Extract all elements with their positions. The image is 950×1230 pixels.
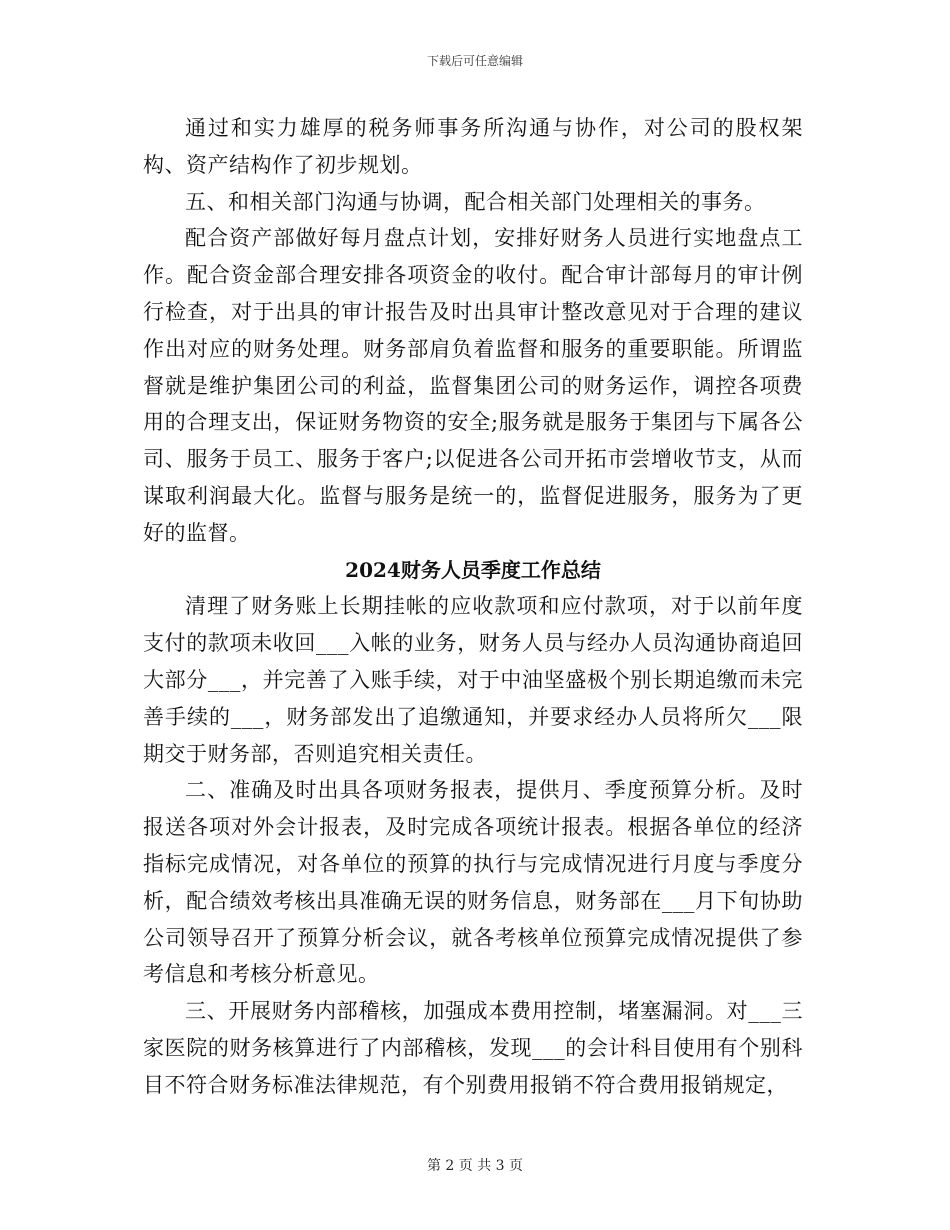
- document-body: [143, 110, 803, 1104]
- paragraph-cleanup-accounts: 清理了财务账上长期挂帐的应收款项和应付款项，对于以前年度支付的款项未收回___入帐的业务，财务人员与经办人员沟通协商追回大部分___，并完善了入账手续，对于中油坚盛极个别长期追缴而未完善手续的___，财务部发出了追缴通知，并要求经办人员将所欠___限期交于财务部，否则追究相关责任。: [143, 594, 803, 766]
- paragraph-point-three: 三、开展财务内部稽核，加强成本费用控制，堵塞漏洞。对___三家医院的财务核算进行了内部稽核，发现___的会计科目使用有个别科目不符合财务标准法律规范，有个别费用报销不符合费用报销规定，: [143, 999, 803, 1097]
- paragraph-point-five: 五、和相关部门沟通与协调，配合相关部门处理相关的事务。: [185, 189, 766, 214]
- section-title: 2024财务人员季度工作总结: [345, 557, 601, 582]
- page-header: 下载后可任意编辑: [426, 54, 523, 68]
- paragraph-tax-planning: 通过和实力雄厚的税务师事务所沟通与协作，对公司的股权架构、资产结构作了初步规划。: [143, 116, 803, 177]
- paragraph-point-two: 二、准确及时出具各项财务报表，提供月、季度预算分析。及时报送各项对外会计报表，及时完成各项统计报表。根据各单位的经济指标完成情况，对各单位的预算的执行与完成情况进行月度与季度分析，配合绩效考核出具准确无误的财务信息，财务部在___月下旬协助公司领导召开了预算分析会议，就各考核单位预算完成情况提供了参考信息和考核分析意见。: [143, 778, 803, 987]
- paragraph-cooperation: 配合资产部做好每月盘点计划，安排好财务人员进行实地盘点工作。配合资金部合理安排各项资金的收付。配合审计部每月的审计例行检查，对于出具的审计报告及时出具审计整改意见对于合理的建议作出对应的财务处理。财务部肩负着监督和服务的重要职能。所谓监督就是维护集团公司的利益，监督集团公司的财务运作，调控各项费用的合理支出，保证财务物资的安全;服务就是服务于集团与下属各公司、服务于员工、服务于客户;以促进各公司开拓市尝增收节支，从而谋取利润最大化。监督与服务是统一的，监督促进服务，服务为了更好的监督。: [143, 226, 803, 545]
- page-footer: 第 2 页 共 3 页: [426, 1158, 524, 1174]
